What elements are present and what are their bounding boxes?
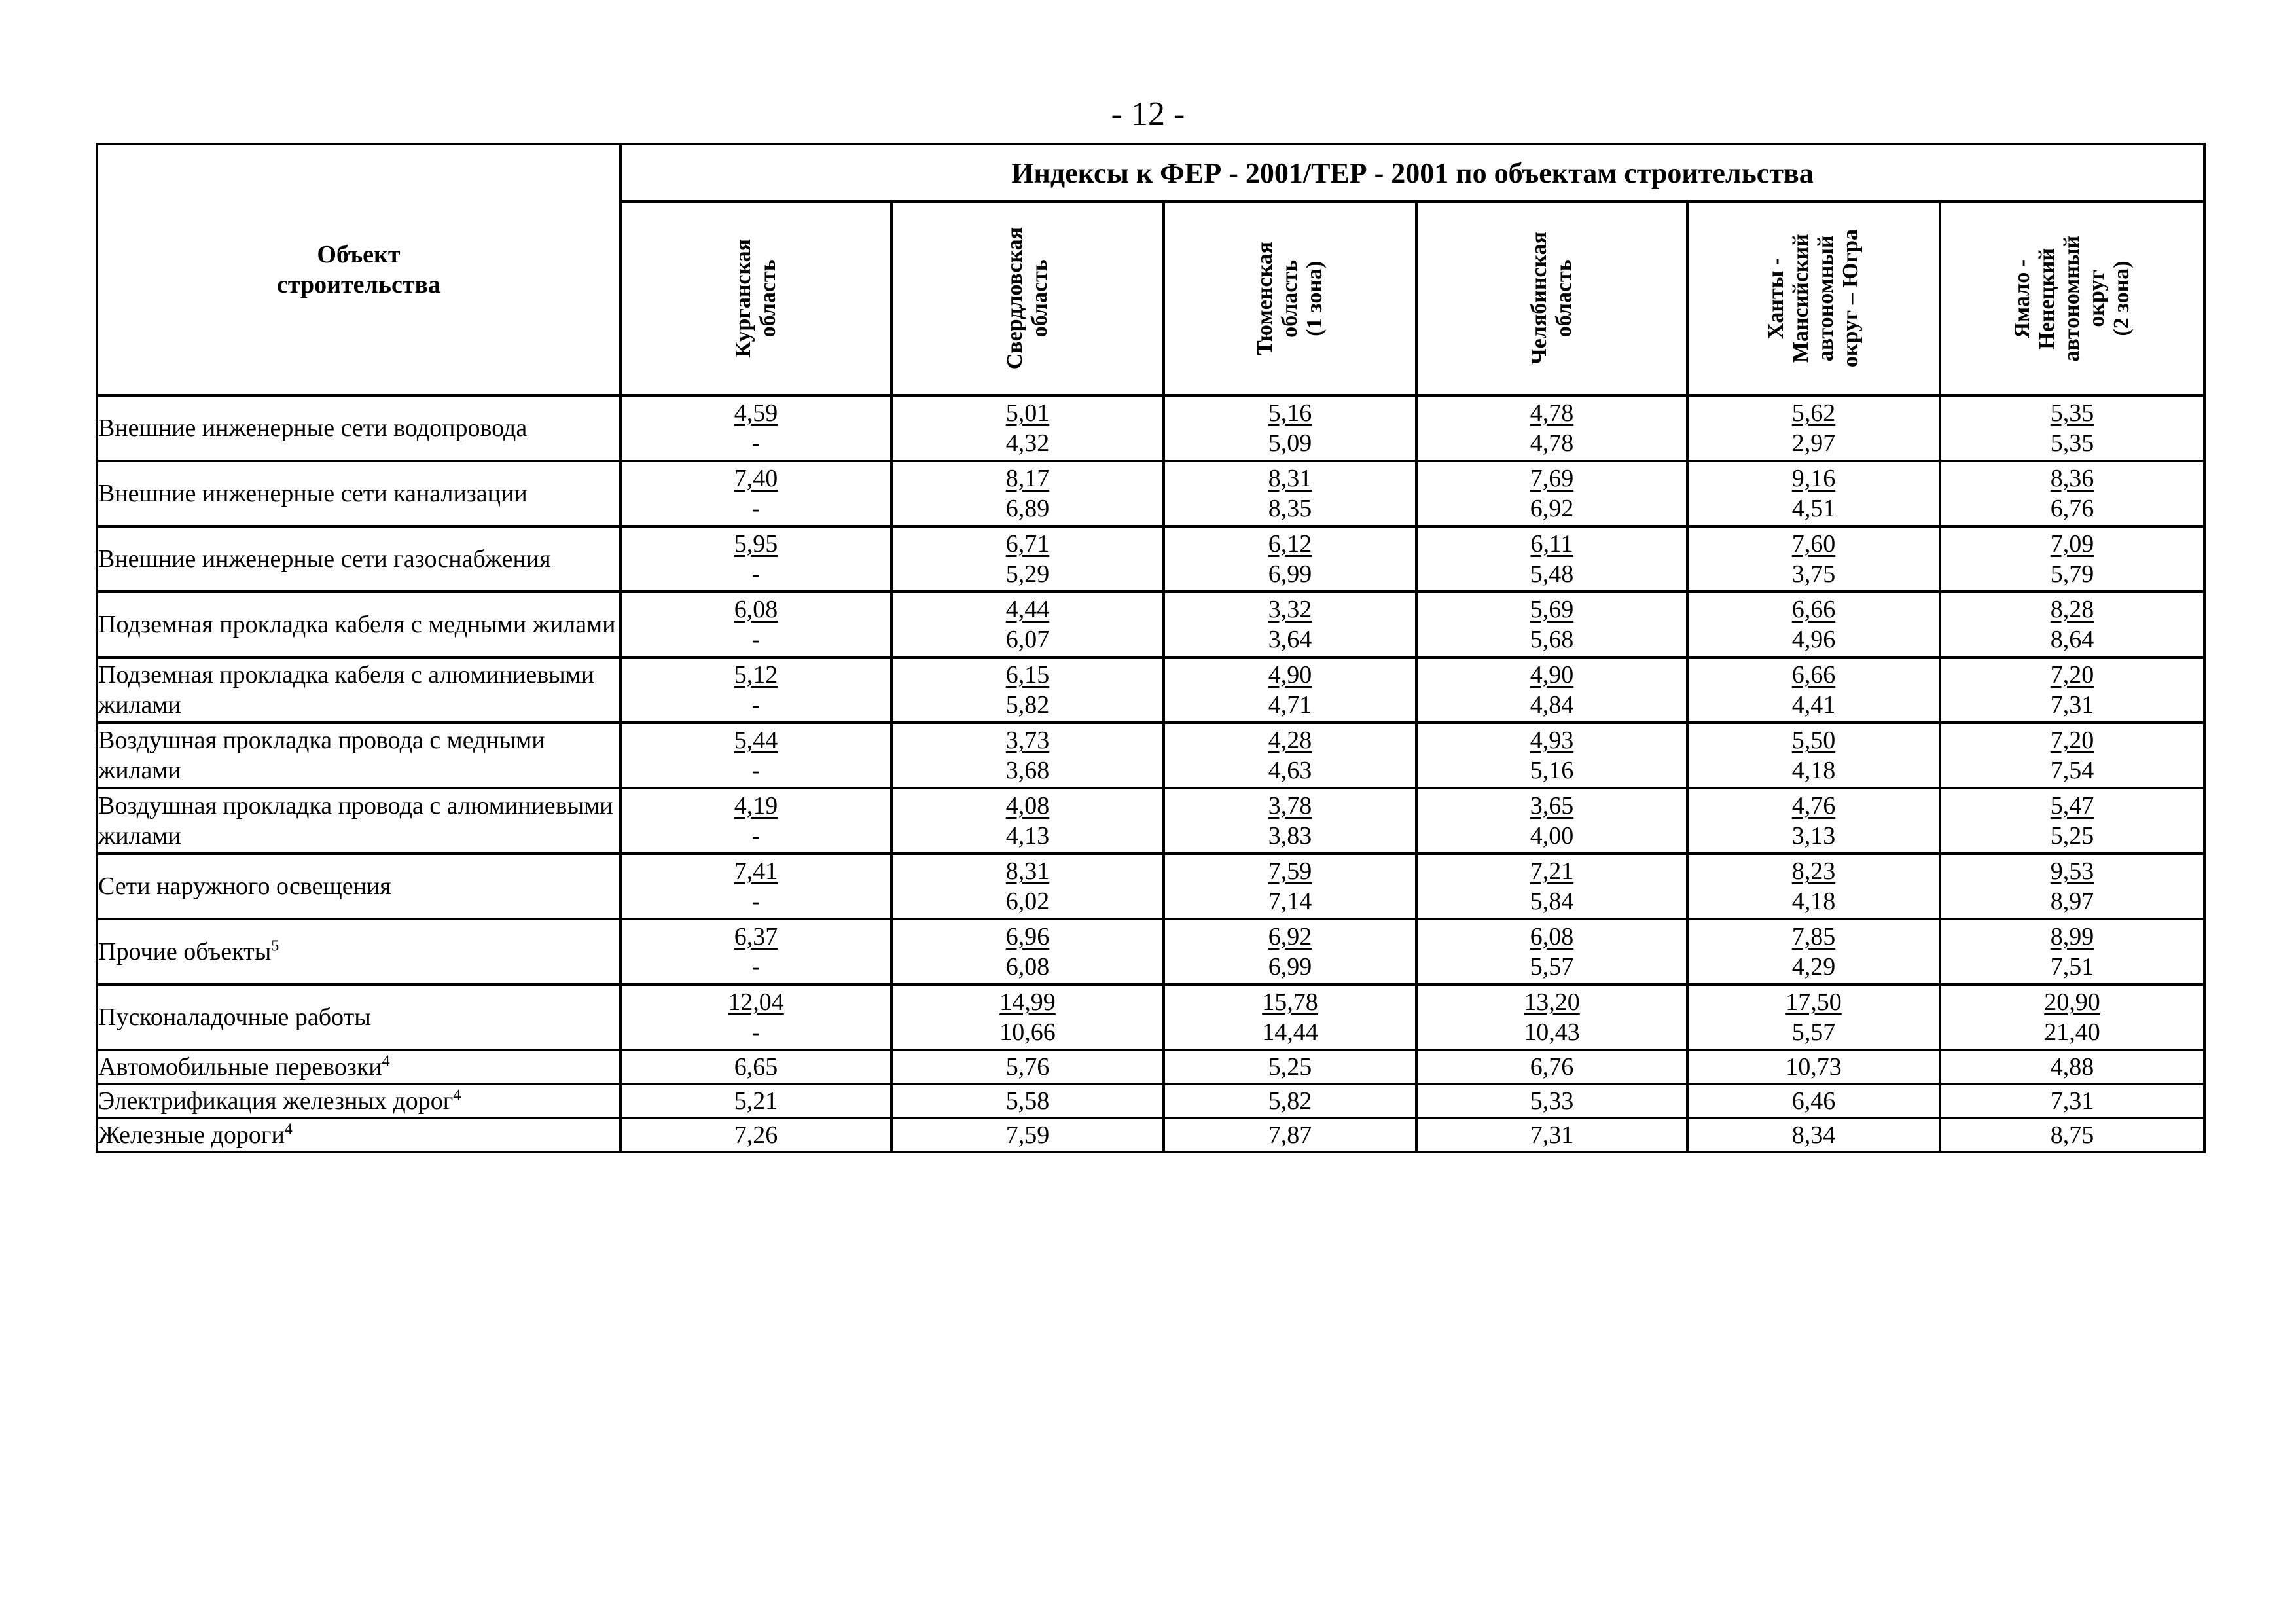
region-column-header-text: Свердловская область: [1003, 227, 1052, 370]
value-cell: [1940, 1084, 2204, 1118]
value-numerator: 6,92: [1268, 923, 1312, 950]
value-cell: [891, 1050, 1164, 1084]
region-column-header-text: Ханты - Мансийский автономный округ – Югра: [1764, 229, 1863, 368]
value-denominator: 4,18: [1791, 888, 1836, 915]
footnote-marker: 4: [453, 1087, 461, 1104]
value-cell: [1940, 526, 2204, 592]
footnote-marker: 4: [284, 1121, 293, 1138]
value-numerator: 7,20: [2050, 727, 2094, 754]
row-label-text: Автомобильные перевозки: [98, 1053, 382, 1081]
value-denominator: 10,43: [1524, 1019, 1580, 1046]
value-single: 10,73: [1785, 1053, 1842, 1081]
value-cell: [1416, 1050, 1687, 1084]
value-numerator: 8,17: [1005, 465, 1050, 492]
value-denominator: 4,00: [1530, 822, 1574, 850]
index-group-header: Индексы к ФЕР - 2001/ТЕР - 2001 по объектам строительства: [620, 144, 2204, 202]
table-row: [97, 984, 2204, 1050]
value-denominator: -: [751, 757, 761, 784]
value-numerator: 8,36: [2050, 465, 2094, 492]
value-cell: [1940, 854, 2204, 919]
value-cell: [1940, 657, 2204, 723]
value-cell: [1164, 723, 1416, 788]
value-cell: [891, 526, 1164, 592]
value-numerator: 4,44: [1005, 596, 1050, 623]
value-denominator: 5,57: [1791, 1019, 1836, 1046]
value-single: 7,31: [2050, 1087, 2094, 1115]
row-label: [97, 723, 620, 788]
value-numerator: 5,16: [1268, 399, 1312, 427]
value-denominator: 7,51: [2050, 953, 2094, 981]
value-single: 5,76: [1005, 1053, 1050, 1081]
table-row: [97, 395, 2204, 461]
value-cell: [1687, 854, 1940, 919]
value-denominator: 5,84: [1530, 888, 1574, 915]
row-label: [97, 1084, 620, 1118]
value-cell: [1416, 1084, 1687, 1118]
value-cell: [620, 854, 891, 919]
value-denominator: 6,76: [2050, 495, 2094, 522]
table-row: [97, 854, 2204, 919]
table-body: [97, 395, 2204, 1152]
value-numerator: 8,31: [1268, 465, 1312, 492]
value-denominator: 21,40: [2044, 1019, 2100, 1046]
value-cell: [1164, 1118, 1416, 1152]
value-numerator: 4,93: [1530, 727, 1574, 754]
value-denominator: 14,44: [1262, 1019, 1318, 1046]
value-numerator: 3,65: [1530, 792, 1574, 820]
value-denominator: 3,75: [1791, 560, 1836, 588]
value-numerator: 9,16: [1791, 465, 1836, 492]
region-column-header: [891, 202, 1164, 395]
value-numerator: 3,73: [1005, 727, 1050, 754]
value-numerator: 8,31: [1005, 857, 1050, 885]
row-label: [97, 395, 620, 461]
value-single: 5,82: [1268, 1087, 1312, 1115]
value-cell: [1164, 1084, 1416, 1118]
value-denominator: -: [751, 495, 761, 522]
row-label: [97, 984, 620, 1050]
table-row: [97, 1084, 2204, 1118]
value-single: 6,46: [1791, 1087, 1836, 1115]
table-row: [97, 788, 2204, 854]
value-denominator: 3,64: [1268, 626, 1312, 653]
value-denominator: -: [751, 626, 761, 653]
value-denominator: 6,07: [1005, 626, 1050, 653]
value-denominator: 6,99: [1268, 953, 1312, 981]
value-single: 5,58: [1005, 1087, 1050, 1115]
value-numerator: 15,78: [1262, 988, 1318, 1016]
value-cell: [1687, 526, 1940, 592]
value-denominator: 5,57: [1530, 953, 1574, 981]
value-denominator: 3,83: [1268, 822, 1312, 850]
value-numerator: 6,37: [734, 923, 778, 950]
value-cell: [891, 919, 1164, 984]
value-cell: [1164, 919, 1416, 984]
row-label: [97, 657, 620, 723]
value-numerator: 8,99: [2050, 923, 2094, 950]
value-cell: [620, 657, 891, 723]
value-cell: [620, 1084, 891, 1118]
value-cell: [1687, 1050, 1940, 1084]
value-cell: [1687, 592, 1940, 657]
value-denominator: -: [751, 822, 761, 850]
value-numerator: 4,08: [1005, 792, 1050, 820]
value-cell: [1164, 854, 1416, 919]
value-cell: [1687, 1118, 1940, 1152]
value-denominator: 5,25: [2050, 822, 2094, 850]
row-label-text: Прочие объекты: [98, 938, 272, 965]
value-cell: [1940, 1118, 2204, 1152]
footnote-marker: 5: [271, 937, 279, 955]
value-cell: [620, 1118, 891, 1152]
value-cell: [891, 788, 1164, 854]
value-denominator: 8,97: [2050, 888, 2094, 915]
value-numerator: 5,69: [1530, 596, 1574, 623]
value-numerator: 7,69: [1530, 465, 1574, 492]
value-cell: [1687, 657, 1940, 723]
row-label-text: Внешние инженерные сети водопровода: [98, 414, 528, 442]
value-denominator: 6,99: [1268, 560, 1312, 588]
value-denominator: 5,79: [2050, 560, 2094, 588]
value-numerator: 4,59: [734, 399, 778, 427]
value-numerator: 6,66: [1791, 661, 1836, 689]
value-numerator: 20,90: [2044, 988, 2100, 1016]
value-cell: [891, 1084, 1164, 1118]
value-numerator: 4,90: [1268, 661, 1312, 689]
table-row: [97, 461, 2204, 526]
row-label-text: Железные дороги: [98, 1121, 285, 1149]
value-cell: [1940, 919, 2204, 984]
page-number: - 12 -: [1111, 96, 1185, 133]
value-cell: [620, 788, 891, 854]
value-numerator: 6,08: [1530, 923, 1574, 950]
value-single: 4,88: [2050, 1053, 2094, 1081]
value-denominator: 5,48: [1530, 560, 1574, 588]
value-denominator: -: [751, 953, 761, 981]
value-numerator: 5,62: [1791, 399, 1836, 427]
value-numerator: 7,20: [2050, 661, 2094, 689]
value-numerator: 6,66: [1791, 596, 1836, 623]
value-numerator: 5,47: [2050, 792, 2094, 820]
value-denominator: 2,97: [1791, 429, 1836, 457]
table-row: [97, 657, 2204, 723]
value-cell: [620, 723, 891, 788]
row-label: [97, 788, 620, 854]
row-label: [97, 461, 620, 526]
row-label: [97, 526, 620, 592]
value-denominator: 3,68: [1005, 757, 1050, 784]
value-denominator: 5,35: [2050, 429, 2094, 457]
value-single: 6,76: [1530, 1053, 1574, 1081]
value-numerator: 5,12: [734, 661, 778, 689]
value-cell: [1940, 1050, 2204, 1084]
value-numerator: 6,71: [1005, 530, 1050, 558]
region-column-header: [1164, 202, 1416, 395]
value-cell: [1687, 395, 1940, 461]
value-denominator: 4,63: [1268, 757, 1312, 784]
value-cell: [1687, 788, 1940, 854]
region-column-header-text: Ямало - Ненецкий автономный округ (2 зона): [2010, 235, 2134, 362]
row-label: [97, 1050, 620, 1084]
value-denominator: -: [751, 1019, 761, 1046]
value-single: 5,21: [734, 1087, 778, 1115]
value-single: 8,34: [1791, 1121, 1836, 1149]
value-denominator: 7,31: [2050, 691, 2094, 719]
value-numerator: 7,59: [1268, 857, 1312, 885]
region-column-header: [1416, 202, 1687, 395]
value-numerator: 4,78: [1530, 399, 1574, 427]
value-numerator: 7,41: [734, 857, 778, 885]
value-denominator: 5,82: [1005, 691, 1050, 719]
row-label-text: Воздушная прокладка провода с медными жилами: [98, 727, 545, 784]
value-denominator: 10,66: [999, 1019, 1056, 1046]
value-denominator: -: [751, 888, 761, 915]
row-label-text: Внешние инженерные сети канализации: [98, 480, 528, 507]
region-column-header: [1940, 202, 2204, 395]
value-cell: [1164, 592, 1416, 657]
value-cell: [1416, 526, 1687, 592]
value-denominator: 8,64: [2050, 626, 2094, 653]
value-numerator: 4,90: [1530, 661, 1574, 689]
value-single: 5,25: [1268, 1053, 1312, 1081]
value-single: 5,33: [1530, 1087, 1574, 1115]
value-denominator: 8,35: [1268, 495, 1312, 522]
value-denominator: 5,29: [1005, 560, 1050, 588]
value-numerator: 8,23: [1791, 857, 1836, 885]
table-row: [97, 1050, 2204, 1084]
value-cell: [1164, 984, 1416, 1050]
value-cell: [1416, 461, 1687, 526]
table-row: [97, 526, 2204, 592]
value-denominator: 7,14: [1268, 888, 1312, 915]
value-numerator: 7,60: [1791, 530, 1836, 558]
value-numerator: 6,96: [1005, 923, 1050, 950]
table-row: [97, 1118, 2204, 1152]
value-cell: [620, 919, 891, 984]
value-denominator: 7,54: [2050, 757, 2094, 784]
value-cell: [1940, 723, 2204, 788]
value-numerator: 4,19: [734, 792, 778, 820]
value-numerator: 6,15: [1005, 661, 1050, 689]
value-denominator: 4,78: [1530, 429, 1574, 457]
value-cell: [1416, 592, 1687, 657]
value-cell: [891, 657, 1164, 723]
row-label-text: Внешние инженерные сети газоснабжения: [98, 545, 551, 573]
value-single: 6,65: [734, 1053, 778, 1081]
value-cell: [1164, 461, 1416, 526]
value-cell: [1687, 723, 1940, 788]
value-cell: [1164, 526, 1416, 592]
value-denominator: -: [751, 429, 761, 457]
value-cell: [1940, 592, 2204, 657]
value-cell: [1416, 919, 1687, 984]
value-denominator: 4,96: [1791, 626, 1836, 653]
footnote-marker: 4: [382, 1053, 390, 1070]
value-numerator: 5,44: [734, 727, 778, 754]
value-denominator: 4,51: [1791, 495, 1836, 522]
value-numerator: 3,32: [1268, 596, 1312, 623]
value-cell: [1687, 461, 1940, 526]
value-cell: [1164, 788, 1416, 854]
value-cell: [1687, 1084, 1940, 1118]
value-single: 7,26: [734, 1121, 778, 1149]
value-numerator: 7,09: [2050, 530, 2094, 558]
value-cell: [1940, 788, 2204, 854]
region-column-header: [620, 202, 891, 395]
value-single: 8,75: [2050, 1121, 2094, 1149]
value-numerator: 9,53: [2050, 857, 2094, 885]
row-label: [97, 919, 620, 984]
value-denominator: 6,92: [1530, 495, 1574, 522]
value-denominator: 4,32: [1005, 429, 1050, 457]
value-denominator: 6,02: [1005, 888, 1050, 915]
value-denominator: 4,84: [1530, 691, 1574, 719]
value-cell: [1416, 657, 1687, 723]
value-numerator: 5,95: [734, 530, 778, 558]
region-column-header-text: Челябинская область: [1527, 232, 1576, 365]
value-denominator: 4,18: [1791, 757, 1836, 784]
row-label-text: Пусконаладочные работы: [98, 1003, 371, 1031]
value-single: 7,87: [1268, 1121, 1312, 1149]
value-denominator: 6,08: [1005, 953, 1050, 981]
row-label: [97, 854, 620, 919]
value-cell: [1416, 395, 1687, 461]
row-label-text: Воздушная прокладка провода с алюминиевыми жилами: [98, 792, 613, 850]
row-label-text: Подземная прокладка кабеля с медными жилами: [98, 611, 616, 638]
table-row: [97, 592, 2204, 657]
value-numerator: 8,28: [2050, 596, 2094, 623]
value-cell: [891, 854, 1164, 919]
object-column-header-text: Объект строительства: [276, 241, 441, 298]
value-denominator: -: [751, 560, 761, 588]
value-cell: [891, 395, 1164, 461]
value-numerator: 5,50: [1791, 727, 1836, 754]
value-numerator: 4,76: [1791, 792, 1836, 820]
row-label: [97, 1118, 620, 1152]
value-cell: [1416, 723, 1687, 788]
value-cell: [891, 984, 1164, 1050]
value-numerator: 5,01: [1005, 399, 1050, 427]
value-cell: [1687, 984, 1940, 1050]
value-denominator: 5,09: [1268, 429, 1312, 457]
row-label-text: Подземная прокладка кабеля с алюминиевыми жилами: [98, 661, 595, 719]
value-cell: [1164, 657, 1416, 723]
value-cell: [620, 592, 891, 657]
value-cell: [1416, 854, 1687, 919]
value-cell: [1416, 1118, 1687, 1152]
value-cell: [1940, 984, 2204, 1050]
value-cell: [1940, 395, 2204, 461]
value-cell: [1416, 788, 1687, 854]
row-label-text: Электрификация железных дорог: [98, 1087, 454, 1115]
value-cell: [620, 984, 891, 1050]
value-denominator: 4,41: [1791, 691, 1836, 719]
region-column-header: [1687, 202, 1940, 395]
value-numerator: 7,21: [1530, 857, 1574, 885]
value-cell: [1164, 395, 1416, 461]
value-denominator: 4,29: [1791, 953, 1836, 981]
value-cell: [891, 723, 1164, 788]
value-numerator: 7,40: [734, 465, 778, 492]
value-cell: [1687, 919, 1940, 984]
value-numerator: 14,99: [999, 988, 1056, 1016]
value-denominator: 3,13: [1791, 822, 1836, 850]
value-numerator: 5,35: [2050, 399, 2094, 427]
value-cell: [1164, 1050, 1416, 1084]
value-denominator: 6,89: [1005, 495, 1050, 522]
value-single: 7,59: [1005, 1121, 1050, 1149]
value-numerator: 12,04: [728, 988, 784, 1016]
row-label: [97, 592, 620, 657]
value-numerator: 13,20: [1524, 988, 1580, 1016]
value-cell: [891, 592, 1164, 657]
value-denominator: 5,16: [1530, 757, 1574, 784]
value-cell: [891, 1118, 1164, 1152]
object-column-header: [97, 144, 620, 395]
value-single: 7,31: [1530, 1121, 1574, 1149]
value-denominator: 5,68: [1530, 626, 1574, 653]
value-denominator: -: [751, 691, 761, 719]
value-numerator: 3,78: [1268, 792, 1312, 820]
value-numerator: 4,28: [1268, 727, 1312, 754]
value-denominator: 4,71: [1268, 691, 1312, 719]
value-numerator: 7,85: [1791, 923, 1836, 950]
value-numerator: 6,11: [1530, 530, 1573, 558]
table-row: [97, 919, 2204, 984]
value-cell: [620, 461, 891, 526]
index-table: [96, 143, 2206, 1153]
table-row: [97, 723, 2204, 788]
value-cell: [620, 395, 891, 461]
value-numerator: 6,12: [1268, 530, 1312, 558]
value-numerator: 6,08: [734, 596, 778, 623]
region-column-header-text: Тюменская область (1 зона): [1253, 242, 1327, 355]
value-cell: [1416, 984, 1687, 1050]
value-denominator: 4,13: [1005, 822, 1050, 850]
value-numerator: 17,50: [1785, 988, 1842, 1016]
value-cell: [620, 526, 891, 592]
region-column-header-text: Курганская область: [731, 239, 780, 358]
value-cell: [1940, 461, 2204, 526]
row-label-text: Сети наружного освещения: [98, 873, 391, 900]
value-cell: [891, 461, 1164, 526]
value-cell: [620, 1050, 891, 1084]
